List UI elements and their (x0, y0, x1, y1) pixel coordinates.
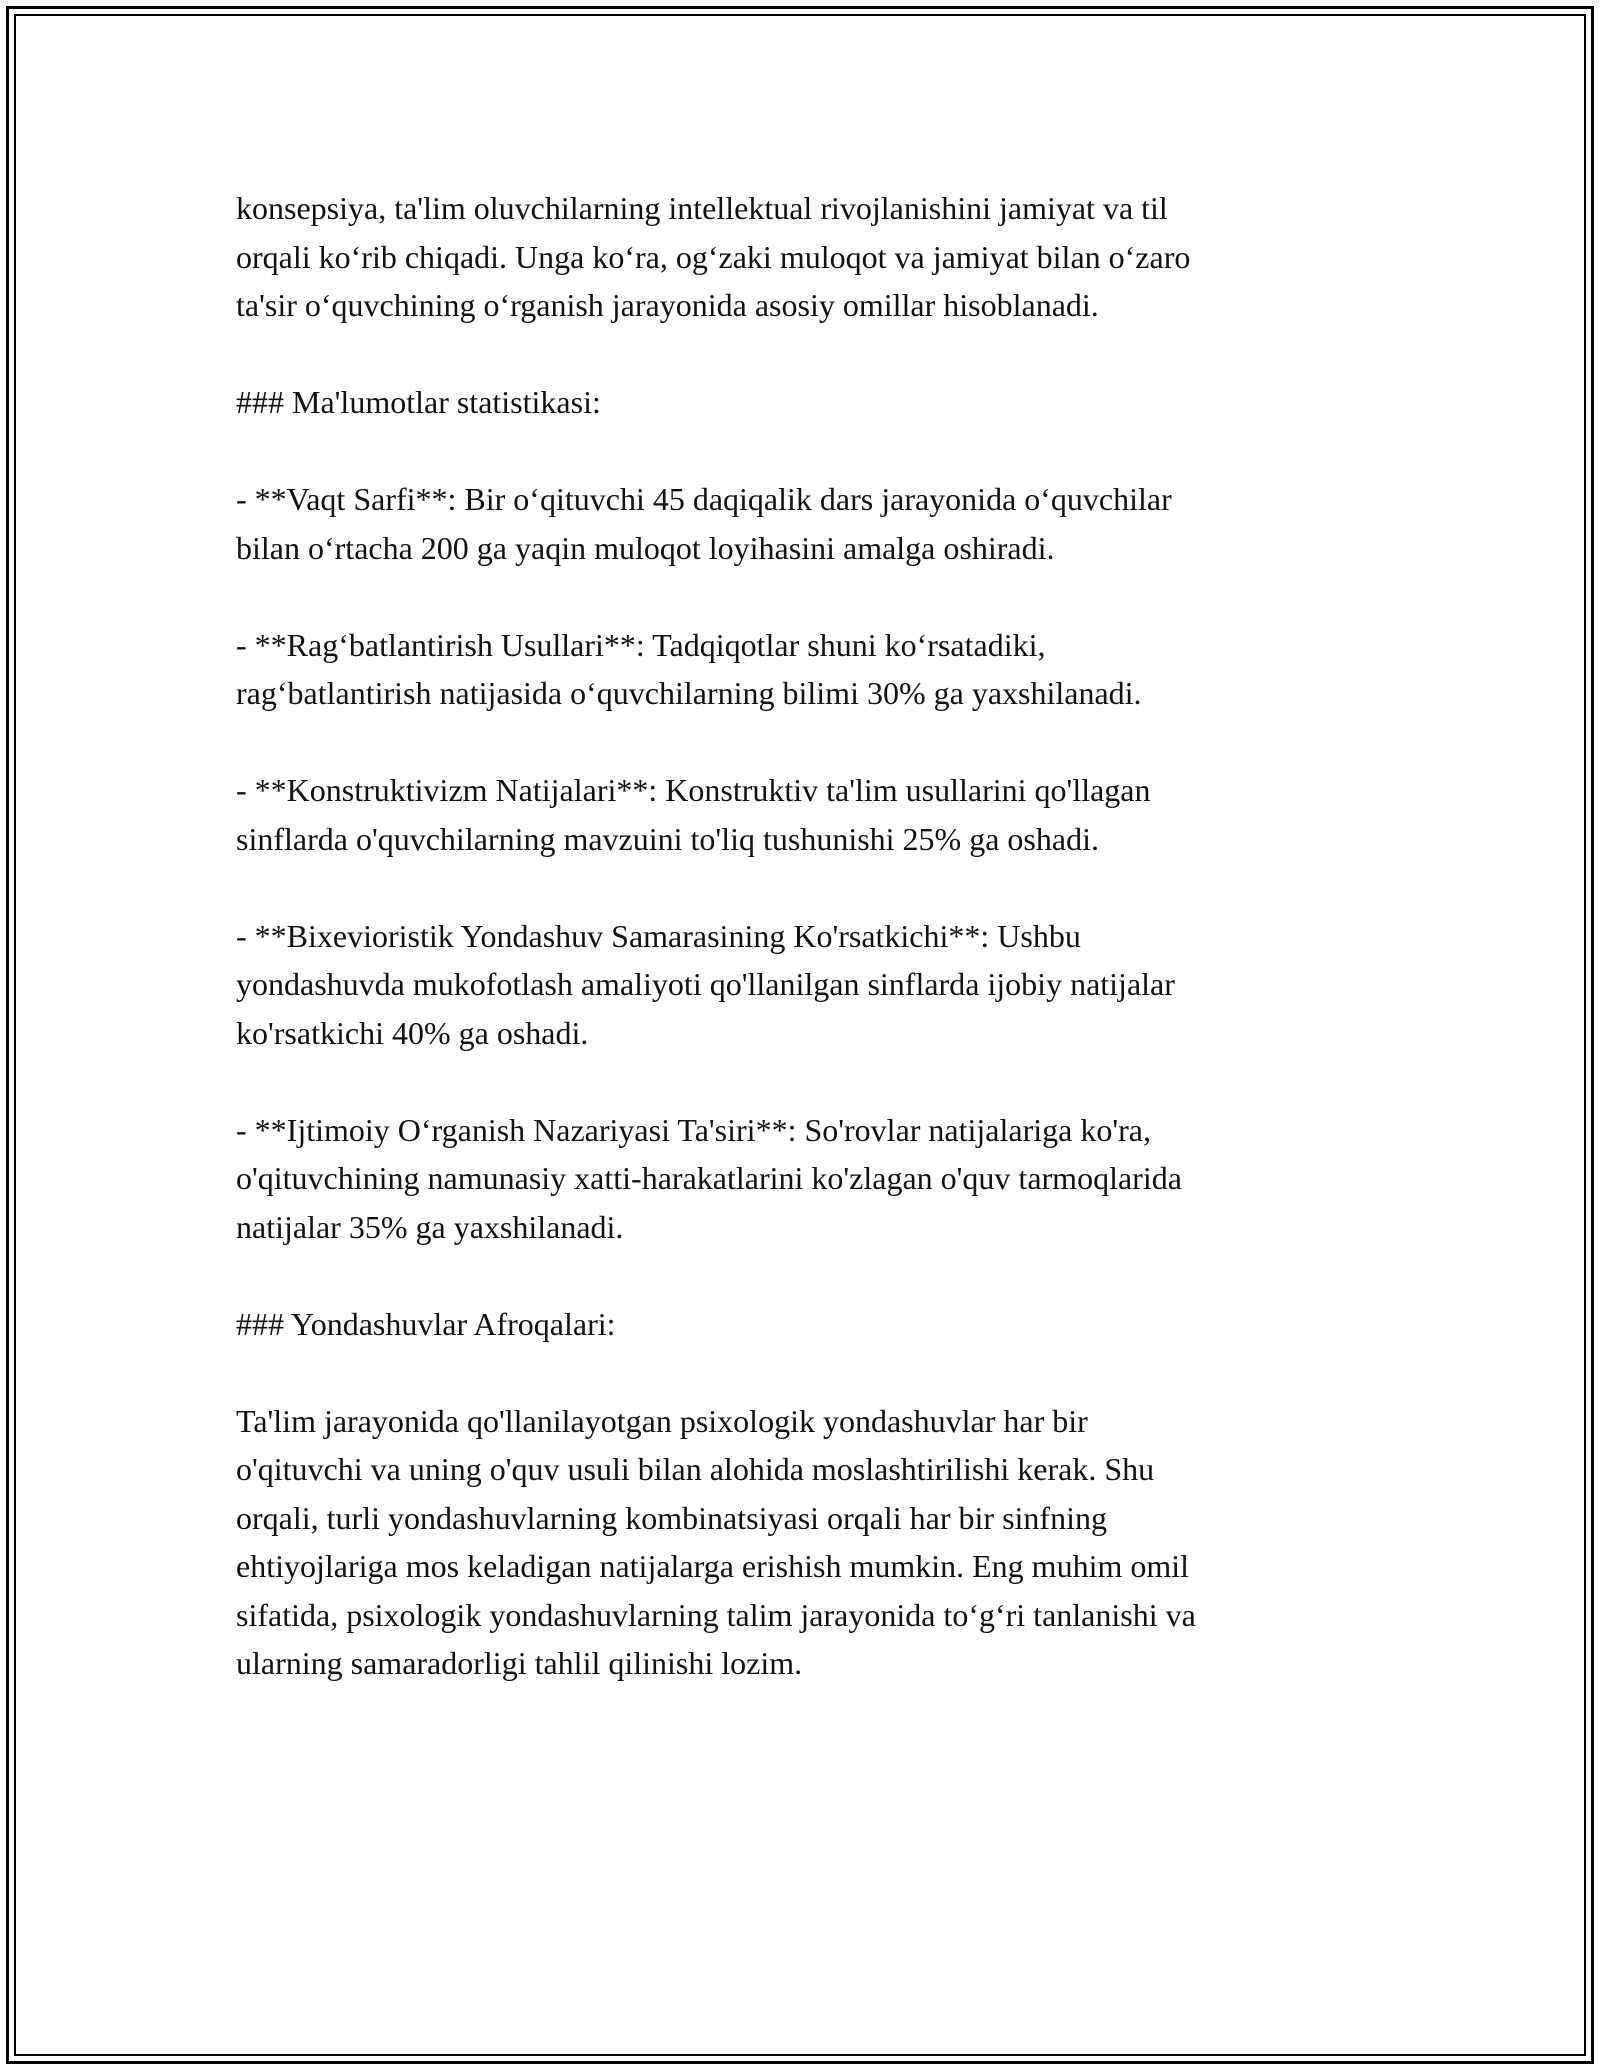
text-line: ta'sir o‘quvchining o‘rganish jarayonida asosiy omillar hisoblanadi. (236, 287, 1099, 323)
list-item-vaqt-sarfi (236, 475, 1366, 572)
text-line: o'qituvchi va uning o'quv usuli bilan alohida moslashtirilishi kerak. Shu (236, 1451, 1155, 1487)
text-line: Ta'lim jarayonida qo'llanilayotgan psixologik yondashuvlar har bir (236, 1402, 1088, 1439)
text-line: - **Konstruktivizm Natijalari**: Konstruktiv ta'lim usullarini qo'llagan (236, 772, 1151, 808)
approaches-heading (236, 1300, 1366, 1349)
text-line: orqali, turli yondashuvlarning kombinatsiyasi orqali har bir sinfning (236, 1499, 1107, 1536)
text-line: orqali ko‘rib chiqadi. Unga ko‘ra, og‘zaki muloqot va jamiyat bilan o‘zaro (236, 238, 1191, 275)
text-line: - **Bixevioristik Yondashuv Samarasining Ko'rsatkichi**: Ushbu (236, 917, 1081, 954)
text-line: - **Vaqt Sarfi**: Bir o‘qituvchi 45 daqiqalik dars jarayonida o‘quvchilar (236, 481, 1172, 517)
conclusion-paragraph (236, 1397, 1366, 1688)
text-line: ehtiyojlariga mos keladigan natijalarga erishish mumkin. Eng muhim omil (236, 1548, 1190, 1584)
intro-paragraph (236, 184, 1366, 330)
text-line: o'qituvchining namunasiy xatti-harakatlarini ko'zlagan o'quv tarmoqlarida (236, 1160, 1182, 1196)
list-item-bixevioristik (236, 912, 1366, 1058)
text-line: - **Ijtimoiy O‘rganish Nazariyasi Ta'siri**: So'rovlar natijalariga ko'ra, (236, 1111, 1151, 1148)
text-line: natijalar 35% ga yaxshilanadi. (236, 1208, 624, 1245)
text-line: sinflarda o'quvchilarning mavzuini to'liq tushunishi 25% ga oshadi. (236, 820, 1099, 857)
list-item-ijtimoiy (236, 1106, 1366, 1252)
list-item-ragbatlantirish (236, 621, 1366, 718)
text-line: ularning samaradorligi tahlil qilinishi lozim. (236, 1645, 803, 1681)
text-line: yondashuvda mukofotlash amaliyoti qo'llanilgan sinflarda ijobiy natijalar (236, 966, 1175, 1002)
heading-line: ### Ma'lumotlar statistikasi: (236, 384, 601, 420)
heading-line: ### Yondashuvlar Afroqalari: (236, 1305, 616, 1342)
text-line: - **Rag‘batlantirish Usullari**: Tadqiqotlar shuni ko‘rsatadiki, (236, 626, 1046, 663)
statistics-heading (236, 378, 1366, 427)
text-line: rag‘batlantirish natijasida o‘quvchilarning bilimi 30% ga yaxshilanadi. (236, 675, 1142, 711)
text-line: konsepsiya, ta'lim oluvchilarning intellektual rivojlanishini jamiyat va til (236, 190, 1168, 226)
text-line: bilan o‘rtacha 200 ga yaqin muloqot loyihasini amalga oshiradi. (236, 529, 1055, 566)
list-item-konstruktivizm (236, 766, 1366, 863)
document-body (236, 184, 1366, 1736)
text-line: ko'rsatkichi 40% ga oshadi. (236, 1014, 589, 1051)
text-line: sifatida, psixologik yondashuvlarning talim jarayonida to‘g‘ri tanlanishi va (236, 1596, 1196, 1633)
